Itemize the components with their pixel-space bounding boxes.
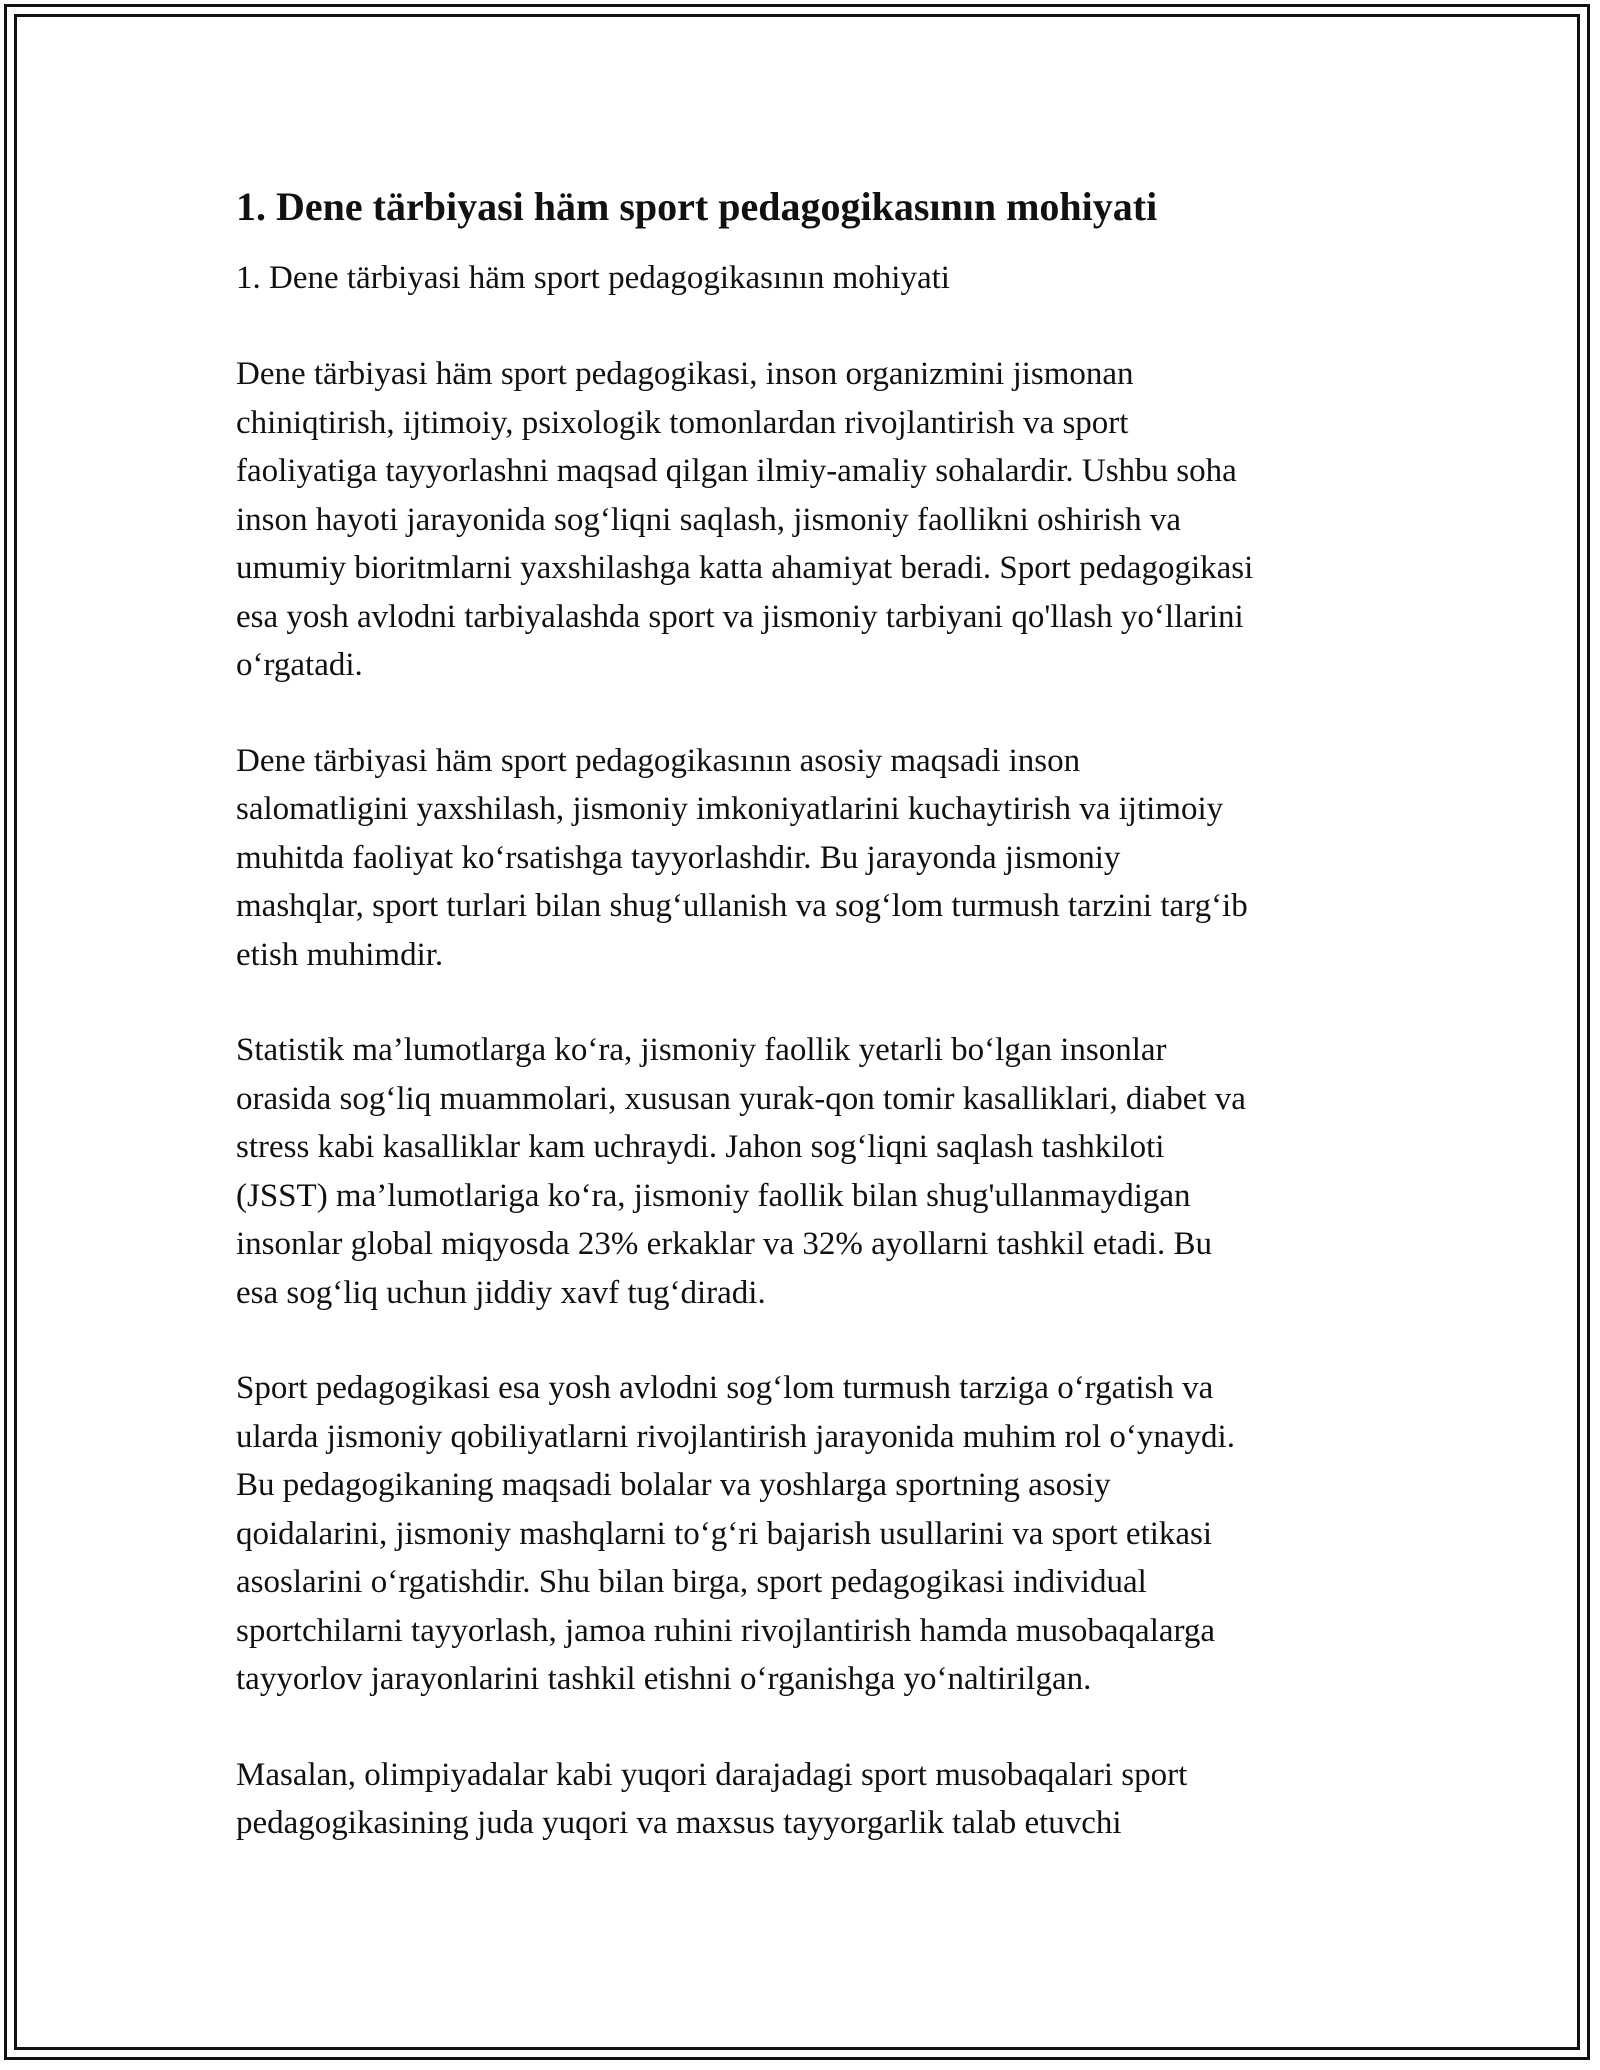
paragraph-line: umumiy bioritmlarni yaxshilashga katta ahamiyat beradi. Sport pedagogikasi [236,550,1254,586]
paragraph-line: tayyorlov jarayonlarini tashkil etishni o‘rganishga yo‘naltirilgan. [236,1661,1092,1697]
paragraph [236,737,1386,980]
document-subheading: 1. Dene tärbiyasi häm sport pedagogikasının mohiyati [236,260,950,296]
paragraph-line: sportchilarni tayyorlash, jamoa ruhini rivojlantirish hamda musobaqalarga [236,1612,1216,1649]
paragraph-line: Dene tärbiyasi häm sport pedagogikasi, inson organizmini jismonan [236,356,1134,392]
document-body [236,182,1386,1895]
paragraph-line: Sport pedagogikasi esa yosh avlodni sog‘lom turmush tarziga o‘rgatish va [236,1370,1214,1406]
paragraph-line: esa yosh avlodni tarbiyalashda sport va jismoniy tarbiyani qo'llash yo‘llarini [236,598,1244,635]
paragraph-line: Masalan, olimpiyadalar kabi yuqori darajadagi sport musobaqalari sport [236,1756,1188,1793]
paragraph-line: o‘rgatadi. [236,647,363,683]
paragraph-line: pedagogikasining juda yuqori va maxsus tayyorgarlik talab etuvchi [236,1805,1122,1841]
paragraph-line: Statistik ma’lumotlarga ko‘ra, jismoniy faollik yetarli bo‘lgan insonlar [236,1032,1167,1068]
paragraph-line: (JSST) ma’lumotlariga ko‘ra, jismoniy faollik bilan shug'ullanmaydigan [236,1177,1191,1214]
paragraph-line: orasida sog‘liq muammolari, xususan yurak-qon tomir kasalliklari, diabet va [236,1080,1246,1117]
paragraph-line: qoidalarini, jismoniy mashqlarni to‘g‘ri bajarish usullarini va sport etikasi [236,1515,1213,1552]
paragraph-line: salomatligini yaxshilash, jismoniy imkoniyatlarini kuchaytirish va ijtimoiy [236,791,1224,827]
paragraph-line: asoslarini o‘rgatishdir. Shu bilan birga, sport pedagogikasi individual [236,1564,1147,1600]
paragraph-line: Dene tärbiyasi häm sport pedagogikasının asosiy maqsadi inson [236,742,1081,779]
paragraph [236,1026,1386,1317]
paragraph-line: mashqlar, sport turlari bilan shug‘ullanish va sog‘lom turmush tarzini targ‘ib [236,888,1248,924]
document-heading: 1. Dene tärbiyasi häm sport pedagogikasının mohiyati [236,184,1158,229]
paragraph-line: Bu pedagogikaning maqsadi bolalar va yoshlarga sportning asosiy [236,1467,1111,1503]
paragraph-line: ularda jismoniy qobiliyatlarni rivojlantirish jarayonida muhim rol o‘ynaydi. [236,1418,1235,1455]
paragraph-line: esa sog‘liq uchun jiddiy xavf tug‘diradi. [236,1274,766,1311]
paragraph-line: muhitda faoliyat ko‘rsatishga tayyorlashdir. Bu jarayonda jismoniy [236,839,1121,876]
paragraph [236,1364,1386,1704]
paragraph [236,350,1386,690]
paragraph-line: inson hayoti jarayonida sog‘liqni saqlash, jismoniy faollikni oshirish va [236,501,1181,538]
paragraph-line: stress kabi kasalliklar kam uchraydi. Jahon sog‘liqni saqlash tashkiloti [236,1129,1165,1165]
paragraph [236,1751,1386,1848]
paragraph-line: etish muhimdir. [236,936,444,973]
paragraph-line: insonlar global miqyosda 23% erkaklar va 32% ayollarni tashkil etadi. Bu [236,1226,1213,1262]
paragraph-line: faoliyatiga tayyorlashni maqsad qilgan ilmiy-amaliy sohalardir. Ushbu soha [236,453,1237,489]
paragraph-line: chiniqtirish, ijtimoiy, psixologik tomonlardan rivojlantirish va sport [236,404,1129,441]
